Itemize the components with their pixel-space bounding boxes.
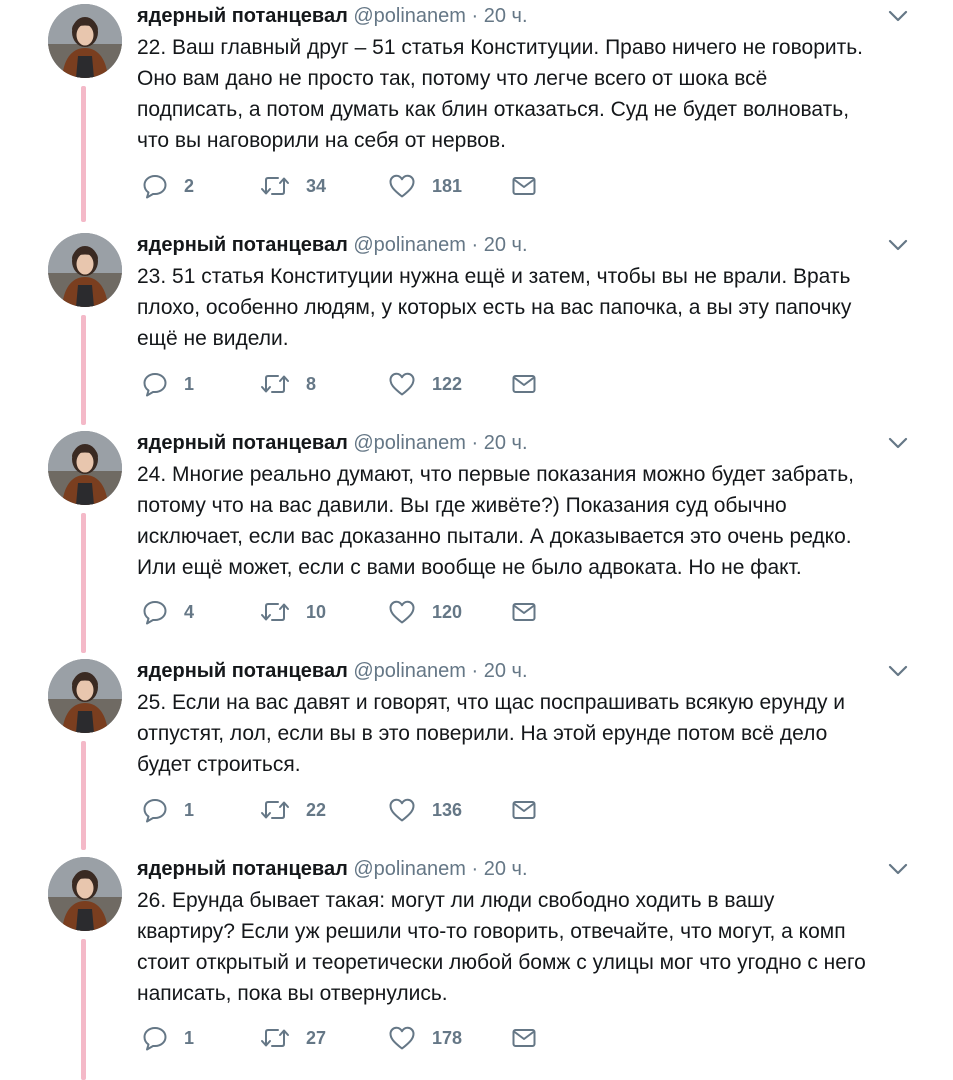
- heart-icon: [388, 371, 416, 397]
- envelope-icon: [511, 797, 537, 823]
- speech-bubble-icon: [142, 173, 168, 199]
- tweet-text: [137, 261, 927, 354]
- like-count: 136: [432, 799, 463, 820]
- tweet-actions: [137, 1023, 557, 1053]
- tweet-header: [137, 658, 528, 684]
- thread-connector-line: [81, 939, 86, 1080]
- like-count: 120: [432, 601, 463, 622]
- chevron-down-icon[interactable]: [886, 663, 910, 679]
- like-button[interactable]: [388, 369, 462, 399]
- profile-photo-icon: [48, 4, 122, 78]
- author-handle[interactable]: @polinanem: [353, 5, 466, 27]
- heart-icon: [388, 599, 416, 625]
- tweet-text-line: будет строиться.: [137, 753, 301, 776]
- tweet-header: [137, 856, 528, 882]
- speech-bubble-icon: [142, 797, 168, 823]
- tweet-header: [137, 430, 528, 456]
- reply-button[interactable]: [142, 597, 194, 627]
- speech-bubble-icon: [142, 1025, 168, 1051]
- tweet-text: [137, 885, 927, 1009]
- separator-dot: ·: [471, 858, 479, 880]
- tweet-text-line: стоит открытый и теоретически любой бомж с улицы мог что угодно с него: [137, 951, 866, 974]
- tweet-text-line: написать, пока вы отвернулись.: [137, 982, 448, 1005]
- tweet-text-line: 23. 51 статья Конституции нужна ещё и затем, чтобы вы не врали. Врать: [137, 265, 851, 288]
- reply-count: 1: [184, 373, 195, 394]
- tweet-text-line: ещё не видели.: [137, 327, 289, 350]
- tweet-text-line: отпустят, лол, если вы в это поверили. На этой ерунде потом всё дело: [137, 722, 828, 745]
- retweet-count: 22: [306, 799, 327, 820]
- avatar[interactable]: [48, 431, 122, 505]
- envelope-icon: [511, 599, 537, 625]
- tweet-header: [137, 3, 528, 29]
- direct-message-button[interactable]: [511, 597, 537, 627]
- reply-button[interactable]: [142, 171, 194, 201]
- tweet-text-line: что вы наговорили на себя от нервов.: [137, 129, 506, 152]
- author-handle[interactable]: @polinanem: [353, 234, 466, 256]
- like-count: 181: [432, 175, 463, 196]
- reply-button[interactable]: [142, 369, 194, 399]
- retweet-arrows-icon: [260, 599, 290, 625]
- thread-connector-line: [81, 315, 86, 425]
- author-handle[interactable]: @polinanem: [353, 432, 466, 454]
- envelope-icon: [511, 173, 537, 199]
- tweet-text: [137, 687, 927, 780]
- reply-count: 1: [184, 1027, 195, 1048]
- tweet-header: [137, 232, 528, 258]
- author-handle[interactable]: @polinanem: [353, 858, 466, 880]
- retweet-button[interactable]: [260, 171, 326, 201]
- retweet-count: 27: [306, 1027, 327, 1048]
- avatar[interactable]: [48, 659, 122, 733]
- tweet-text: [137, 459, 927, 583]
- profile-photo-icon: [48, 233, 122, 307]
- reply-count: 2: [184, 175, 195, 196]
- retweet-arrows-icon: [260, 1025, 290, 1051]
- tweet-text-line: 25. Если на вас давят и говорят, что щас поспрашивать всякую ерунду и: [137, 691, 846, 714]
- like-button[interactable]: [388, 171, 462, 201]
- tweet-actions: [137, 795, 557, 825]
- avatar[interactable]: [48, 233, 122, 307]
- tweet-text-line: 26. Ерунда бывает такая: могут ли люди свободно ходить в вашу: [137, 889, 775, 912]
- retweet-arrows-icon: [260, 173, 290, 199]
- direct-message-button[interactable]: [511, 171, 537, 201]
- tweet-text-line: 24. Многие реально думают, что первые показания можно будет забрать,: [137, 463, 854, 486]
- heart-icon: [388, 797, 416, 823]
- reply-count: 4: [184, 601, 195, 622]
- chevron-down-icon[interactable]: [886, 237, 910, 253]
- direct-message-button[interactable]: [511, 1023, 537, 1053]
- chevron-down-icon[interactable]: [886, 861, 910, 877]
- like-button[interactable]: [388, 795, 462, 825]
- reply-count: 1: [184, 799, 195, 820]
- tweet-text-line: Оно вам дано не просто так, потому что легче всего от шока всё: [137, 67, 768, 90]
- tweet-actions: [137, 171, 557, 201]
- direct-message-button[interactable]: [511, 795, 537, 825]
- like-button[interactable]: [388, 597, 462, 627]
- timestamp[interactable]: 20 ч.: [483, 5, 528, 27]
- tweet-actions: [137, 369, 557, 399]
- profile-photo-icon: [48, 431, 122, 505]
- chevron-down-icon[interactable]: [886, 435, 910, 451]
- speech-bubble-icon: [142, 599, 168, 625]
- reply-button[interactable]: [142, 795, 194, 825]
- timestamp[interactable]: 20 ч.: [483, 234, 528, 256]
- tweet-text-line: квартиру? Если уж решили что-то говорить, отвечайте, что могут, а комп: [137, 920, 846, 943]
- avatar[interactable]: [48, 4, 122, 78]
- retweet-button[interactable]: [260, 1023, 326, 1053]
- profile-photo-icon: [48, 659, 122, 733]
- separator-dot: ·: [471, 5, 479, 27]
- retweet-button[interactable]: [260, 795, 326, 825]
- reply-button[interactable]: [142, 1023, 194, 1053]
- retweet-button[interactable]: [260, 597, 326, 627]
- direct-message-button[interactable]: [511, 369, 537, 399]
- retweet-arrows-icon: [260, 371, 290, 397]
- thread-connector-line: [81, 513, 86, 653]
- tweet-text-line: подписать, а потом думать как блин отказаться. Суд не будет волновать,: [137, 98, 850, 121]
- chevron-down-icon[interactable]: [886, 8, 910, 24]
- author-name[interactable]: ядерный потанцевал: [137, 432, 348, 454]
- tweet-text-line: потому что на вас давили. Вы где живёте?) Показания суд обычно: [137, 494, 787, 517]
- profile-photo-icon: [48, 857, 122, 931]
- tweet-text-line: плохо, особенно людям, у которых есть на вас папочка, а вы эту папочку: [137, 296, 852, 319]
- timestamp[interactable]: 20 ч.: [483, 660, 528, 682]
- tweet-text-line: 22. Ваш главный друг – 51 статья Конституции. Право ничего не говорить.: [137, 36, 864, 59]
- thread-connector-line: [81, 86, 86, 222]
- tweet-actions: [137, 597, 557, 627]
- author-name[interactable]: ядерный потанцевал: [137, 858, 348, 880]
- retweet-count: 10: [306, 601, 327, 622]
- heart-icon: [388, 173, 416, 199]
- like-count: 178: [432, 1027, 463, 1048]
- author-name[interactable]: ядерный потанцевал: [137, 5, 348, 27]
- timestamp[interactable]: 20 ч.: [483, 858, 528, 880]
- author-name[interactable]: ядерный потанцевал: [137, 234, 348, 256]
- speech-bubble-icon: [142, 371, 168, 397]
- like-count: 122: [432, 373, 463, 394]
- envelope-icon: [511, 1025, 537, 1051]
- heart-icon: [388, 1025, 416, 1051]
- like-button[interactable]: [388, 1023, 462, 1053]
- retweet-button[interactable]: [260, 369, 316, 399]
- envelope-icon: [511, 371, 537, 397]
- separator-dot: ·: [471, 234, 479, 256]
- retweet-count: 8: [306, 373, 317, 394]
- retweet-count: 34: [306, 175, 327, 196]
- thread-connector-line: [81, 741, 86, 850]
- retweet-arrows-icon: [260, 797, 290, 823]
- author-name[interactable]: ядерный потанцевал: [137, 660, 348, 682]
- separator-dot: ·: [471, 432, 479, 454]
- author-handle[interactable]: @polinanem: [353, 660, 466, 682]
- separator-dot: ·: [471, 660, 479, 682]
- timestamp[interactable]: 20 ч.: [483, 432, 528, 454]
- tweet-text: [137, 32, 927, 156]
- tweet-text-line: Или ещё может, если с вами вообще не было адвоката. Но не факт.: [137, 556, 802, 579]
- avatar[interactable]: [48, 857, 122, 931]
- tweet-text-line: исключает, если вас доказанно пытали. А доказывается это очень редко.: [137, 525, 852, 548]
